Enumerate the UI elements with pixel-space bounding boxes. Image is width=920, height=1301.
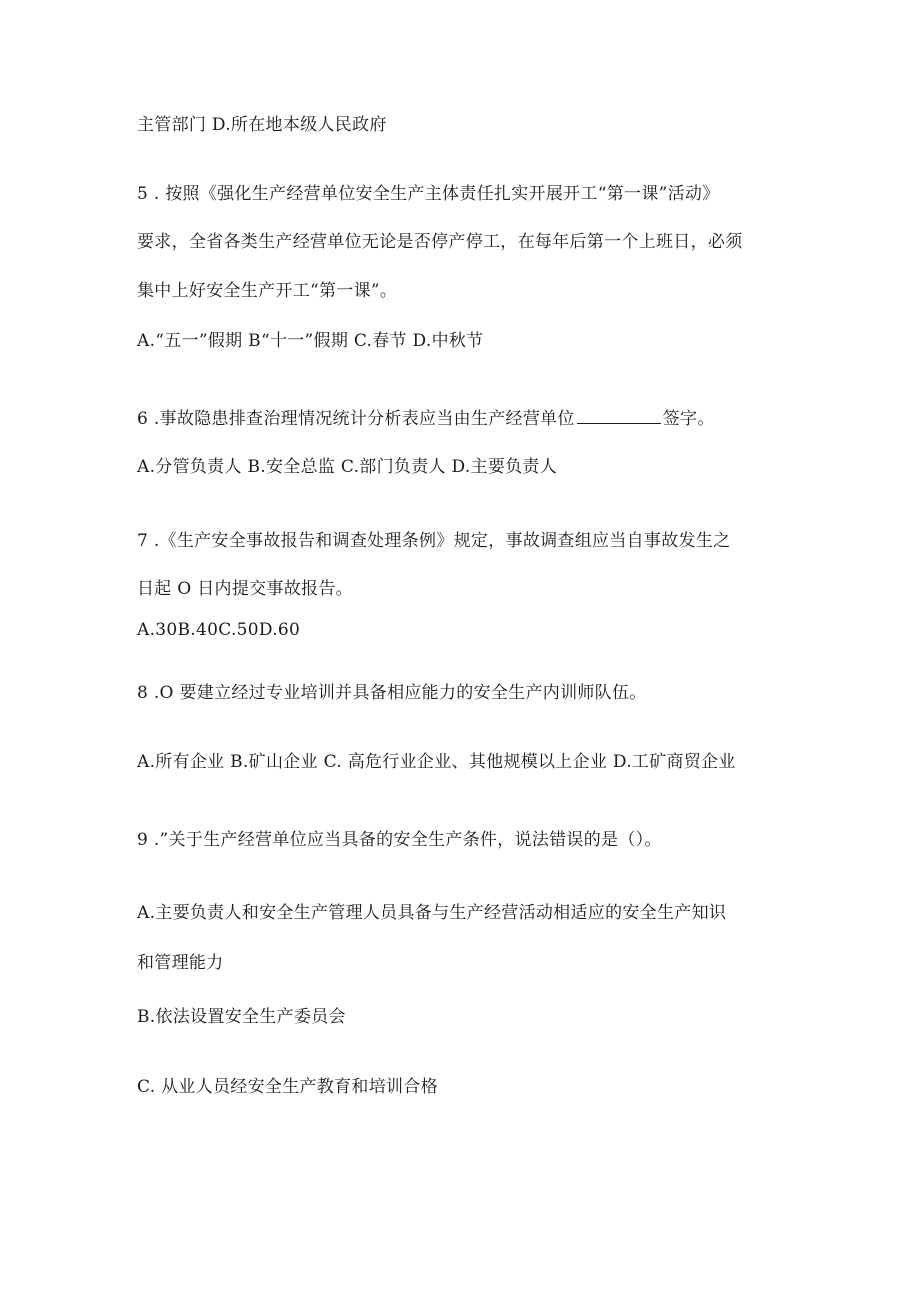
q5-stem-line-3: 集中上好安全生产开工“第一课”。 — [137, 281, 398, 301]
q5-stem-line-1: 5 . 按照《强化生产经营单位安全生产主体责任扎实开展开工“第一课”活动》 — [137, 184, 720, 204]
q8-stem: 8 .O 要建立经过专业培训并具备相应能力的安全生产内训师队伍。 — [137, 683, 647, 703]
q4-option-continuation: 主管部门 D.所在地本级人民政府 — [137, 115, 387, 135]
q9-option-b: B.依法设置安全生产委员会 — [137, 1007, 346, 1027]
q6-stem — [137, 407, 715, 430]
fill-in-blank — [577, 407, 661, 424]
q6-stem-end: 签字。 — [662, 409, 715, 429]
q6-stem-text: 6 .事故隐患排查治理情况统计分析表应当由生产经营单位 — [137, 409, 575, 429]
q6-options: A.分管负责人 B.安全总监 C.部门负责人 D.主要负责人 — [137, 457, 558, 477]
q7-stem-line-1: 7 .《生产安全事故报告和调查处理条例》规定，事故调查组应当自事故发生之 — [137, 531, 731, 551]
q5-stem-line-2: 要求，全省各类生产经营单位无论是否停产停工，在每年后第一个上班日，必须 — [137, 232, 743, 252]
q9-option-a-line-2: 和管理能力 — [137, 953, 224, 973]
q9-option-c: C. 从业人员经安全生产教育和培训合格 — [137, 1077, 438, 1097]
q7-stem-line-2: 日起 O 日内提交事故报告。 — [137, 579, 353, 599]
q9-option-a-line-1: A.主要负责人和安全生产管理人员具备与生产经营活动相适应的安全生产知识 — [137, 903, 727, 923]
q5-options: A.“五一”假期 B“十一”假期 C.春节 D.中秋节 — [137, 331, 484, 351]
q8-options: A.所有企业 B.矿山企业 C. 高危行业企业、其他规模以上企业 D.工矿商贸企业 — [137, 752, 736, 772]
q7-options: A.30B.40C.50D.60 — [137, 620, 301, 640]
q9-stem: 9 .”关于生产经营单位应当具备的安全生产条件，说法错误的是（）。 — [137, 830, 662, 850]
